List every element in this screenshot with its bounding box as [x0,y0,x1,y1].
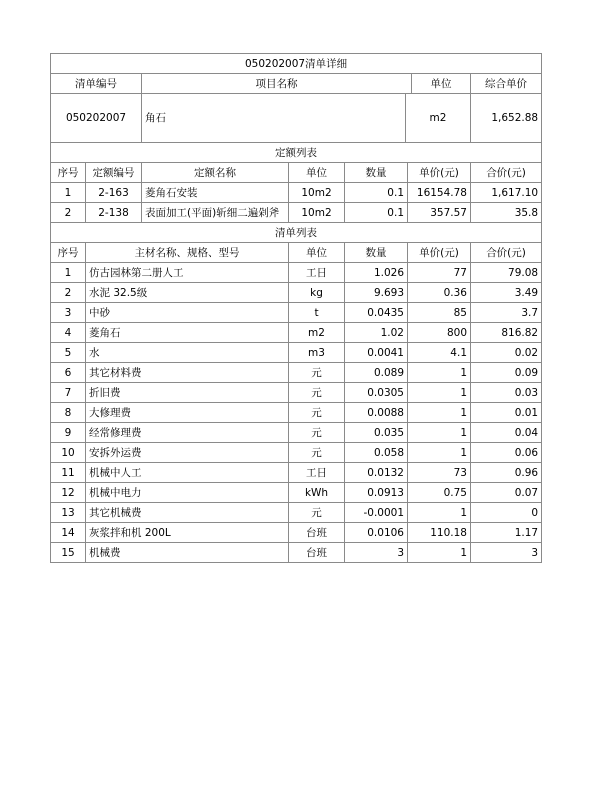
material-name: 中砂 [86,303,289,323]
quota-code: 2-163 [86,183,142,203]
material-no: 12 [51,483,86,503]
quota-price: 357.57 [408,203,471,223]
material-qty: 3 [345,543,408,563]
material-total: 0.04 [471,423,542,443]
material-total: 0.06 [471,443,542,463]
sheet-title: 050202007清单详细 [51,54,542,74]
item-unit: m2 [429,112,447,124]
item-row [51,94,542,143]
material-total: 0.07 [471,483,542,503]
material-qty: 0.089 [345,363,408,383]
material-row [51,263,542,283]
quota-col-unit: 单位 [289,163,345,183]
quota-total: 35.8 [471,203,542,223]
material-total: 3.7 [471,303,542,323]
item-name: 角石 [142,94,406,142]
material-name: 折旧费 [86,383,289,403]
quota-header-row [51,163,542,183]
material-price: 1 [408,443,471,463]
material-name: 菱角石 [86,323,289,343]
material-qty: 0.0913 [345,483,408,503]
material-qty: 1.02 [345,323,408,343]
material-row [51,283,542,303]
material-unit: 工日 [289,263,345,283]
material-qty: 0.0041 [345,343,408,363]
quota-col-code: 定额编号 [86,163,142,183]
material-row [51,303,542,323]
quota-col-price: 单价(元) [408,163,471,183]
material-row [51,363,542,383]
material-qty: -0.0001 [345,503,408,523]
material-row [51,523,542,543]
material-no: 3 [51,303,86,323]
material-name: 安拆外运费 [86,443,289,463]
col-header-price: 综合单价 [471,74,542,94]
material-no: 14 [51,523,86,543]
material-name: 水 [86,343,289,363]
material-price: 85 [408,303,471,323]
material-price: 1 [408,363,471,383]
material-no: 15 [51,543,86,563]
material-unit: 元 [289,403,345,423]
material-row [51,463,542,483]
material-qty: 0.0435 [345,303,408,323]
material-unit: 元 [289,443,345,463]
material-no: 8 [51,403,86,423]
material-qty: 0.0106 [345,523,408,543]
material-total: 0.03 [471,383,542,403]
materials-col-name: 主材名称、规格、型号 [86,243,289,263]
material-name: 灰浆拌和机 200L [86,523,289,543]
quota-section-title: 定额列表 [51,143,542,163]
material-qty: 0.0088 [345,403,408,423]
material-no: 11 [51,463,86,483]
material-price: 77 [408,263,471,283]
material-price: 110.18 [408,523,471,543]
quota-unit: 10m2 [289,183,345,203]
material-total: 3.49 [471,283,542,303]
col-header-unit: 单位 [430,77,452,90]
material-row [51,423,542,443]
material-total: 0.96 [471,463,542,483]
material-unit: 工日 [289,463,345,483]
material-price: 4.1 [408,343,471,363]
quota-col-qty: 数量 [345,163,408,183]
material-total: 0 [471,503,542,523]
item-price: 1,652.88 [471,94,542,143]
quota-qty: 0.1 [345,203,408,223]
quota-total: 1,617.10 [471,183,542,203]
material-row [51,503,542,523]
material-name: 水泥 32.5级 [86,283,289,303]
quota-no: 2 [51,203,86,223]
quota-price: 16154.78 [408,183,471,203]
quota-row [51,183,542,203]
material-qty: 9.693 [345,283,408,303]
materials-col-qty: 数量 [345,243,408,263]
item-header-row [51,74,542,94]
material-unit: m3 [289,343,345,363]
material-total: 0.01 [471,403,542,423]
material-total: 0.09 [471,363,542,383]
materials-col-unit: 单位 [289,243,345,263]
quota-qty: 0.1 [345,183,408,203]
quota-no: 1 [51,183,86,203]
material-price: 0.75 [408,483,471,503]
material-name: 仿古园林第二册人工 [86,263,289,283]
quota-name: 菱角石安装 [142,183,289,203]
material-row [51,403,542,423]
material-unit: t [289,303,345,323]
material-no: 7 [51,383,86,403]
quota-col-no: 序号 [51,163,86,183]
material-name: 机械中人工 [86,463,289,483]
material-no: 10 [51,443,86,463]
material-qty: 1.026 [345,263,408,283]
material-qty: 0.0305 [345,383,408,403]
quota-name: 表面加工(平面)斩细二遍剁斧 [142,203,289,223]
material-row [51,483,542,503]
material-total: 816.82 [471,323,542,343]
material-price: 1 [408,383,471,403]
material-no: 1 [51,263,86,283]
quota-code: 2-138 [86,203,142,223]
material-unit: 元 [289,423,345,443]
material-name: 机械费 [86,543,289,563]
material-unit: m2 [289,323,345,343]
material-name: 经常修理费 [86,423,289,443]
materials-section-title: 清单列表 [51,223,542,243]
material-no: 2 [51,283,86,303]
material-row [51,543,542,563]
material-price: 1 [408,403,471,423]
material-no: 6 [51,363,86,383]
material-no: 4 [51,323,86,343]
material-qty: 0.0132 [345,463,408,483]
material-price: 800 [408,323,471,343]
material-unit: kg [289,283,345,303]
material-price: 1 [408,543,471,563]
material-total: 1.17 [471,523,542,543]
materials-col-total: 合价(元) [471,243,542,263]
quota-unit: 10m2 [289,203,345,223]
material-unit: 元 [289,363,345,383]
material-price: 0.36 [408,283,471,303]
materials-list [51,263,542,563]
quota-col-total: 合价(元) [471,163,542,183]
material-row [51,343,542,363]
material-name: 其它材料费 [86,363,289,383]
material-unit: 元 [289,503,345,523]
material-total: 0.02 [471,343,542,363]
col-header-name: 项目名称 [142,74,412,93]
material-unit: kWh [289,483,345,503]
material-price: 1 [408,503,471,523]
material-row [51,443,542,463]
material-qty: 0.058 [345,443,408,463]
material-no: 9 [51,423,86,443]
material-name: 其它机械费 [86,503,289,523]
material-no: 5 [51,343,86,363]
bill-detail-table [50,53,542,563]
material-name: 机械中电力 [86,483,289,503]
material-unit: 台班 [289,543,345,563]
material-row [51,383,542,403]
material-qty: 0.035 [345,423,408,443]
material-total: 3 [471,543,542,563]
material-price: 1 [408,423,471,443]
materials-col-price: 单价(元) [408,243,471,263]
material-name: 大修理费 [86,403,289,423]
materials-header-row [51,243,542,263]
material-no: 13 [51,503,86,523]
quota-row [51,203,542,223]
col-header-code: 清单编号 [51,74,142,94]
materials-col-no: 序号 [51,243,86,263]
item-code: 050202007 [51,94,142,143]
quota-col-name: 定额名称 [142,163,289,183]
material-unit: 台班 [289,523,345,543]
material-unit: 元 [289,383,345,403]
material-total: 79.08 [471,263,542,283]
material-row [51,323,542,343]
material-price: 73 [408,463,471,483]
